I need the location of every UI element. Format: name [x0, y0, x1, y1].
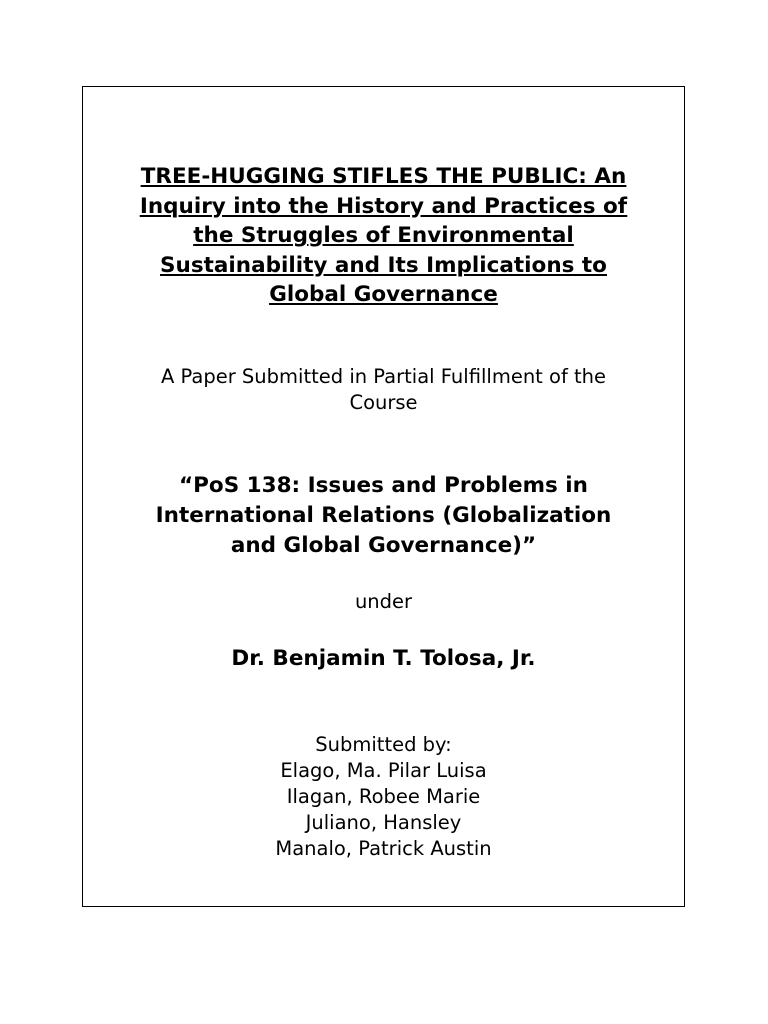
paper-title-line: Sustainability and Its Implications to [160, 252, 607, 278]
author-name: Manalo, Patrick Austin [275, 837, 492, 860]
author-name: Elago, Ma. Pilar Luisa [280, 759, 487, 782]
submission-statement-line: A Paper Submitted in Partial Fulfillment of the [160, 365, 607, 388]
paper-title-line: Global Governance [269, 282, 498, 307]
author-name: Ilagan, Robee Marie [286, 785, 481, 808]
under-label: under [354, 590, 413, 613]
course-name-line: and Global Governance)” [230, 533, 537, 558]
submitted-by-block [83, 732, 684, 862]
course-name-line: “PoS 138: Issues and Problems in [179, 473, 588, 498]
paper-title-line: Inquiry into the History and Practices of [139, 193, 628, 219]
professor-name: Dr. Benjamin T. Tolosa, Jr. [231, 646, 536, 671]
paper-title-line: the Struggles of Environmental [193, 223, 574, 248]
submission-statement [83, 364, 684, 416]
course-name [83, 471, 684, 561]
submission-statement-line: Course [349, 391, 418, 414]
paper-title [83, 162, 684, 310]
submitted-by-label: Submitted by: [315, 733, 452, 756]
course-name-line: International Relations (Globalization [155, 503, 612, 528]
paper-title-line: TREE-HUGGING STIFLES THE PUBLIC: An [140, 164, 627, 189]
author-name: Juliano, Hansley [305, 811, 462, 834]
title-page-frame [82, 86, 685, 907]
